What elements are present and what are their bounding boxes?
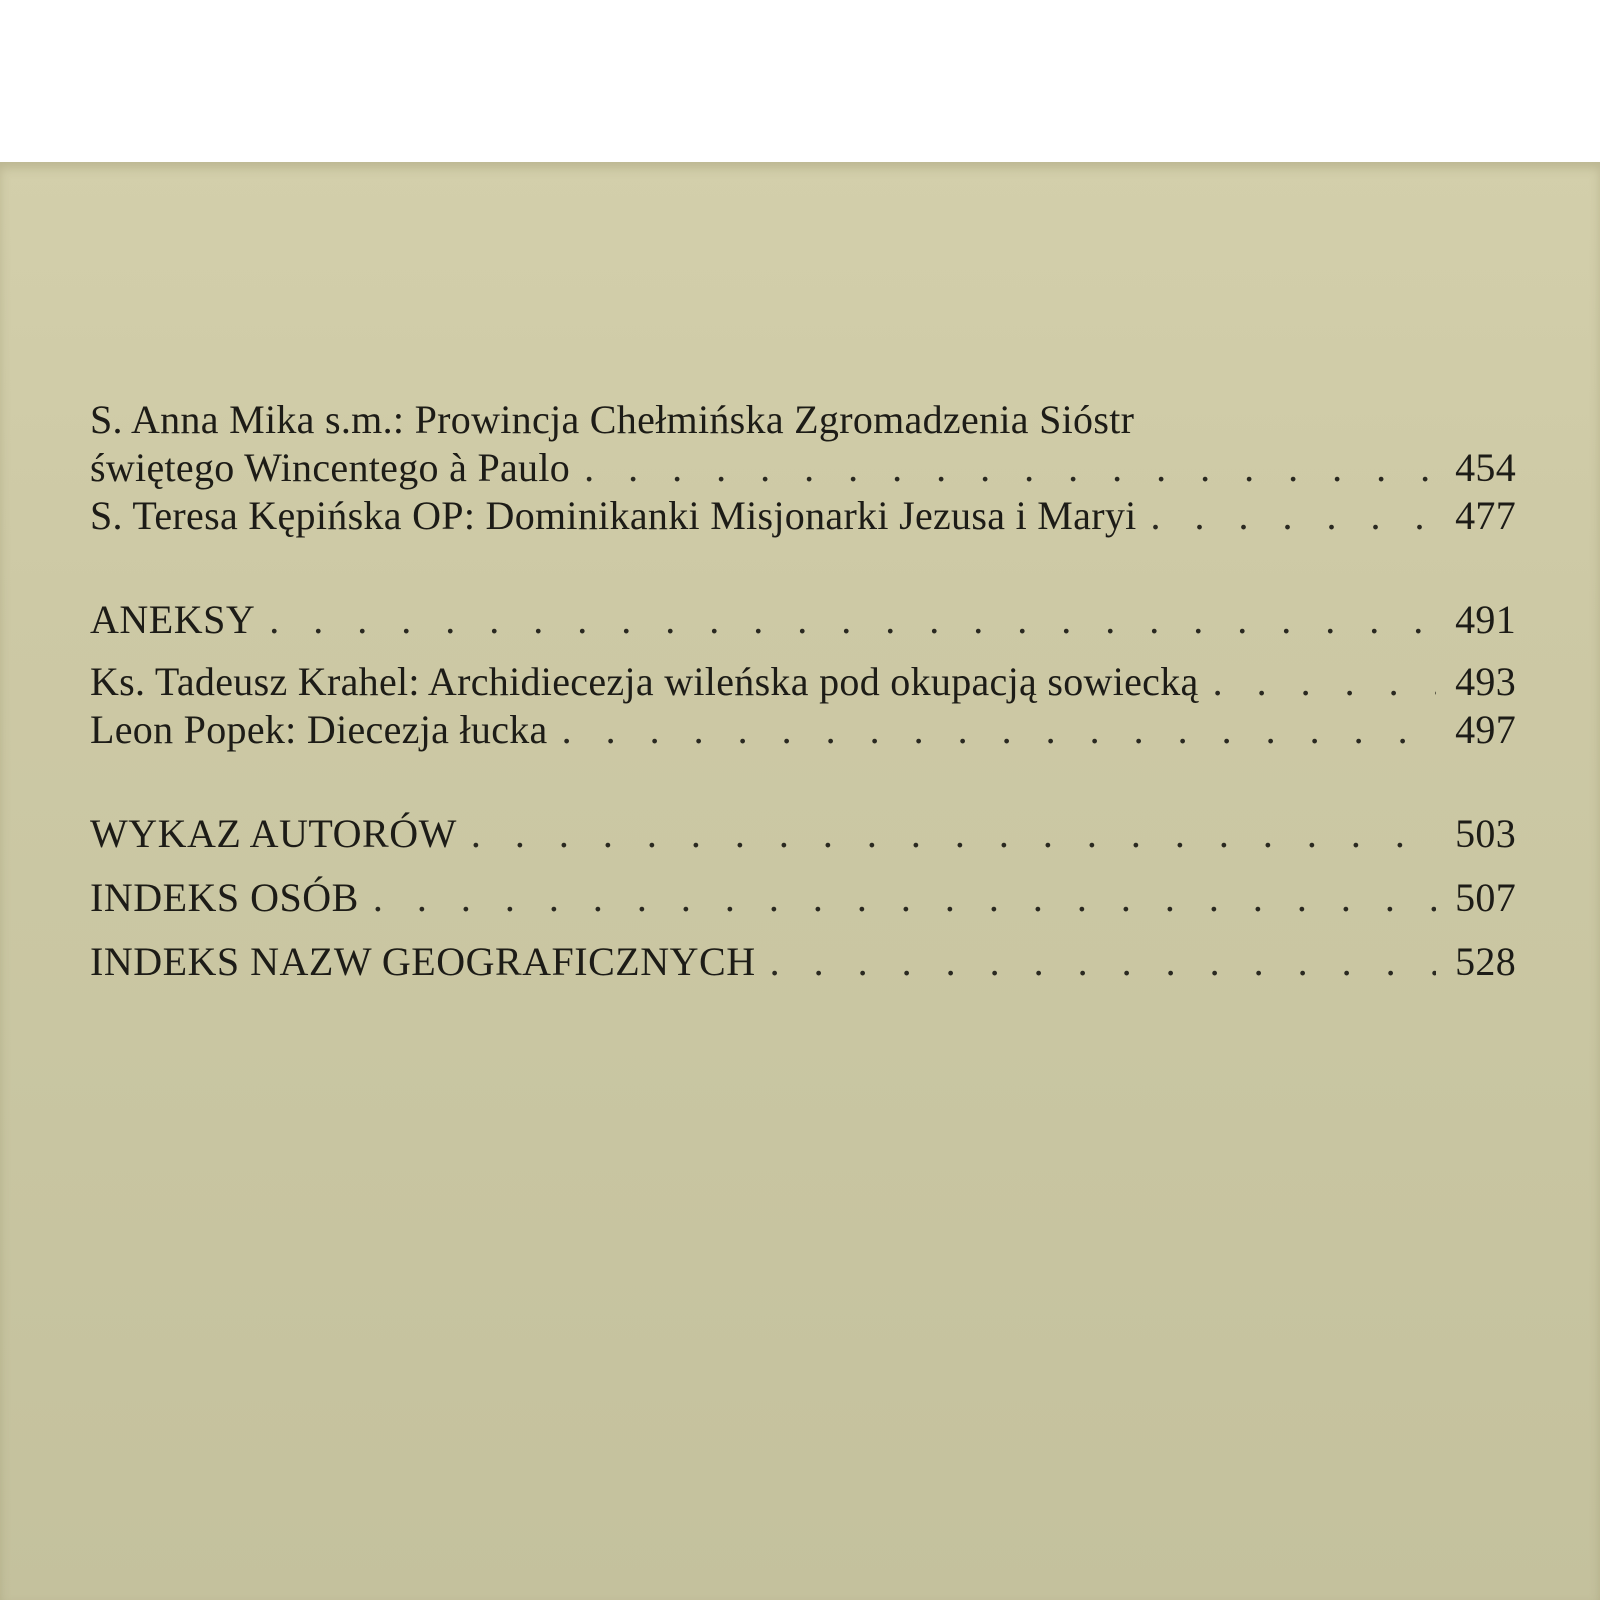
dot-leader (584, 444, 1436, 492)
toc-entry-mika-line2 (90, 444, 1516, 492)
toc-section-indeks-osob (90, 874, 1516, 922)
dot-leader (770, 938, 1436, 986)
toc-section-indeks-nazw (90, 938, 1516, 986)
toc-section-wykaz-autorow (90, 810, 1516, 858)
toc-entry-popek (90, 706, 1516, 754)
dot-leader (562, 706, 1436, 754)
toc-page-number: 503 (1455, 811, 1516, 856)
dot-leader (471, 810, 1436, 858)
toc-entry-title: Ks. Tadeusz Krahel: Archidiecezja wileńska pod okupacją sowiecką (90, 659, 1199, 704)
toc-entry-title: świętego Wincentego à Paulo (90, 445, 571, 490)
toc-section-title: WYKAZ AUTORÓW (90, 811, 457, 856)
toc-page-number: 454 (1455, 445, 1516, 490)
dot-leader (373, 874, 1436, 922)
toc-page-number: 477 (1455, 493, 1516, 538)
toc-entry-title: S. Anna Mika s.m.: Prowincja Chełmińska Zgromadzenia Sióstr (90, 397, 1135, 442)
book-page (0, 162, 1600, 1600)
toc-entry-kepinska (90, 492, 1516, 540)
toc-page-number: 491 (1455, 597, 1516, 642)
toc-page-number: 493 (1455, 659, 1516, 704)
toc-section-title: INDEKS NAZW GEOGRAFICZNYCH (90, 939, 756, 984)
toc-section-title: INDEKS OSÓB (90, 875, 359, 920)
toc-page-number: 528 (1455, 939, 1516, 984)
toc-entry-title: S. Teresa Kępińska OP: Dominikanki Misjonarki Jezusa i Maryi (90, 493, 1137, 538)
toc-section-aneksy (90, 596, 1516, 644)
toc-section-title: ANEKSY (90, 597, 256, 642)
dot-leader (269, 596, 1436, 644)
toc-entry-title: Leon Popek: Diecezja łucka (90, 707, 548, 752)
toc-entry-krahel (90, 658, 1516, 706)
dot-leader (1151, 492, 1436, 540)
dot-leader (1213, 658, 1436, 706)
table-of-contents (90, 396, 1516, 986)
toc-entry-mika-line1 (90, 396, 1516, 444)
toc-page-number: 507 (1455, 875, 1516, 920)
toc-page-number: 497 (1455, 707, 1516, 752)
